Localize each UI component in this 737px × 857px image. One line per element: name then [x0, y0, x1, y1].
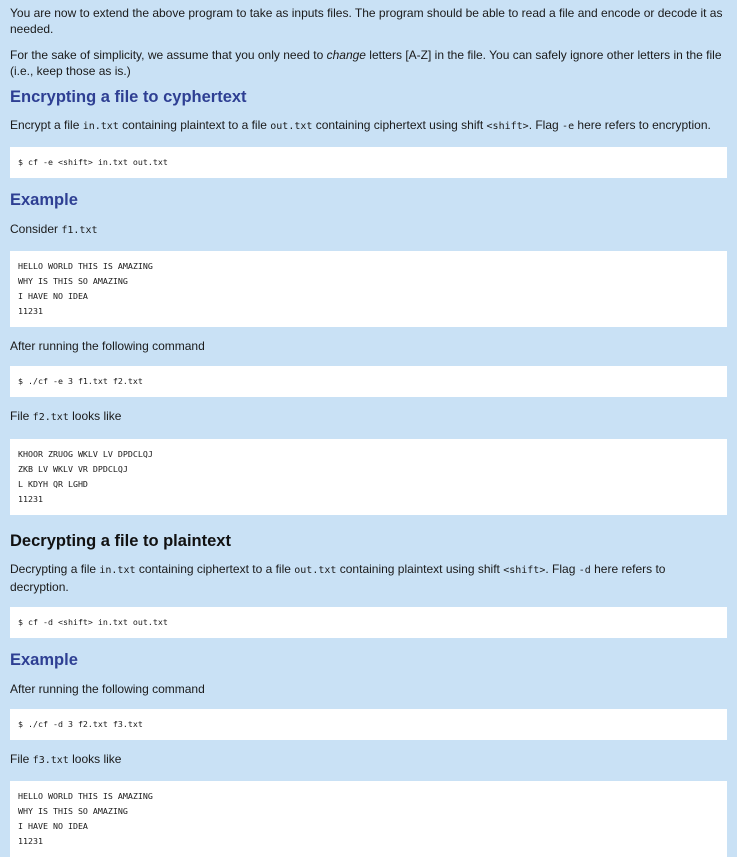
example-1-after-text: After running the following command — [10, 339, 205, 353]
intro-p2-text-b: letters [A-Z] in the file. You can safely ignore other letters in the file (i.e., keep those as is.) — [10, 48, 722, 78]
file2-label-filename: f2.txt — [32, 412, 69, 423]
example-2-file-label — [10, 751, 727, 769]
encrypt-desc-3: containing ciphertext using shift — [312, 118, 487, 132]
example-1-file-label — [10, 408, 727, 426]
encrypt-desc-1: Encrypt a file — [10, 118, 83, 132]
intro-paragraph-2 — [10, 47, 727, 79]
decrypt-command-block: $ cf -d <shift> in.txt out.txt — [10, 607, 727, 638]
example-2-command-block: $ ./cf -d 3 f2.txt f3.txt — [10, 709, 727, 740]
example-1-command-block: $ ./cf -e 3 f1.txt f2.txt — [10, 366, 727, 397]
example-1-consider — [10, 221, 727, 239]
encrypt-desc-infile: in.txt — [82, 121, 119, 132]
encrypt-desc-outfile: out.txt — [270, 121, 313, 132]
decrypt-desc-3: containing plaintext using shift — [336, 562, 504, 576]
decrypt-description — [10, 561, 727, 595]
file3-label-1: File — [10, 752, 33, 766]
file2-label-1: File — [10, 409, 33, 423]
decrypt-desc-outfile: out.txt — [294, 565, 337, 576]
decrypt-heading: Decrypting a file to plaintext — [10, 532, 231, 550]
encrypt-desc-2: containing plaintext to a file — [118, 118, 271, 132]
f2-content-block: KHOOR ZRUOG WKLV LV DPDCLQJ ZKB LV WKLV VR DPDCLQJ L KDYH QR LGHD 11231 — [10, 439, 727, 515]
file2-label-2: looks like — [68, 409, 122, 423]
intro-p2-emphasis: change — [326, 48, 366, 62]
file3-label-2: looks like — [68, 752, 122, 766]
intro-p2-text-a: For the sake of simplicity, we assume that you only need to — [10, 48, 327, 62]
decrypt-desc-2: containing ciphertext to a file — [135, 562, 295, 576]
consider-text: Consider — [10, 222, 62, 236]
example-2-after-text: After running the following command — [10, 682, 205, 696]
decrypt-desc-4: . Flag — [545, 562, 579, 576]
decrypt-desc-shift: <shift> — [503, 565, 546, 576]
encrypt-description — [10, 117, 727, 135]
encrypt-heading: Encrypting a file to cyphertext — [10, 88, 247, 106]
encrypt-desc-flag: -e — [562, 121, 575, 132]
consider-filename: f1.txt — [61, 225, 98, 236]
decrypt-desc-infile: in.txt — [99, 565, 136, 576]
encrypt-desc-5: here refers to encryption. — [574, 118, 711, 132]
example-2-heading: Example — [10, 651, 78, 669]
file3-label-filename: f3.txt — [32, 755, 69, 766]
decrypt-desc-5: here refers to decryption. — [10, 562, 666, 594]
encrypt-command-block: $ cf -e <shift> in.txt out.txt — [10, 147, 727, 178]
encrypt-desc-4: . Flag — [528, 118, 563, 132]
f3-content-block: HELLO WORLD THIS IS AMAZING WHY IS THIS SO AMAZING I HAVE NO IDEA 11231 — [10, 781, 727, 857]
intro-paragraph-1: You are now to extend the above program to take as inputs files. The program should be able to read a file and encode or decode it as needed. — [10, 6, 723, 36]
decrypt-desc-1: Decrypting a file — [10, 562, 100, 576]
f1-content-block: HELLO WORLD THIS IS AMAZING WHY IS THIS SO AMAZING I HAVE NO IDEA 11231 — [10, 251, 727, 327]
encrypt-desc-shift: <shift> — [486, 121, 529, 132]
example-1-heading: Example — [10, 191, 78, 209]
decrypt-desc-flag: -d — [578, 565, 591, 576]
